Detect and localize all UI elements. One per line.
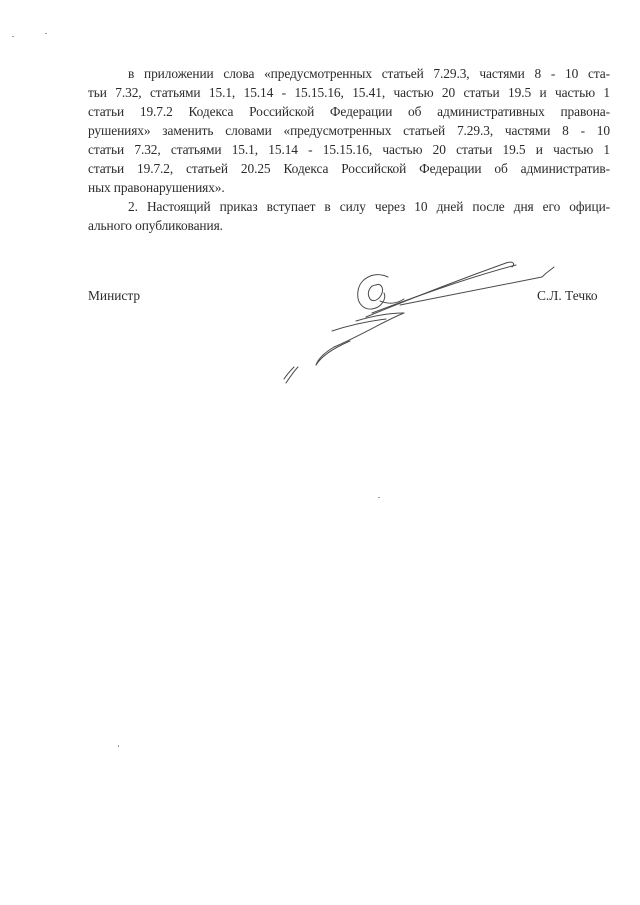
scan-speck <box>118 745 119 747</box>
text-line: статьи 19.7.2, статьей 20.25 Кодекса Российской Федерации об административ- <box>88 161 610 176</box>
text-line: рушениях» заменить словами «предусмотренных статьей 7.29.3, частями 8 - 10 <box>88 123 610 138</box>
scan-speck <box>378 497 380 498</box>
text-line: ных правонарушениях». <box>88 180 225 195</box>
text-line: статьи 7.32, статьями 15.1, 15.14 - 15.15.16, частью 20 статьи 19.5 и частью 1 <box>88 142 610 157</box>
text-line: в приложении слова «предусмотренных статьей 7.29.3, частями 8 - 10 ста- <box>128 66 610 81</box>
handwritten-signature <box>280 255 580 385</box>
scan-speck <box>45 33 47 34</box>
scan-speck <box>12 36 14 37</box>
text-line: 2. Настоящий приказ вступает в силу через 10 дней после дня его офици- <box>128 199 610 214</box>
signatory-name: С.Л. Течко <box>537 288 598 303</box>
text-line: ального опубликования. <box>88 218 223 233</box>
text-line: тьи 7.32, статьями 15.1, 15.14 - 15.15.16, 15.41, частью 20 статьи 19.5 и частью 1 <box>88 85 610 100</box>
signatory-role: Министр <box>88 288 141 303</box>
text-line: статьи 19.7.2 Кодекса Российской Федерации об административных правона- <box>88 104 610 119</box>
